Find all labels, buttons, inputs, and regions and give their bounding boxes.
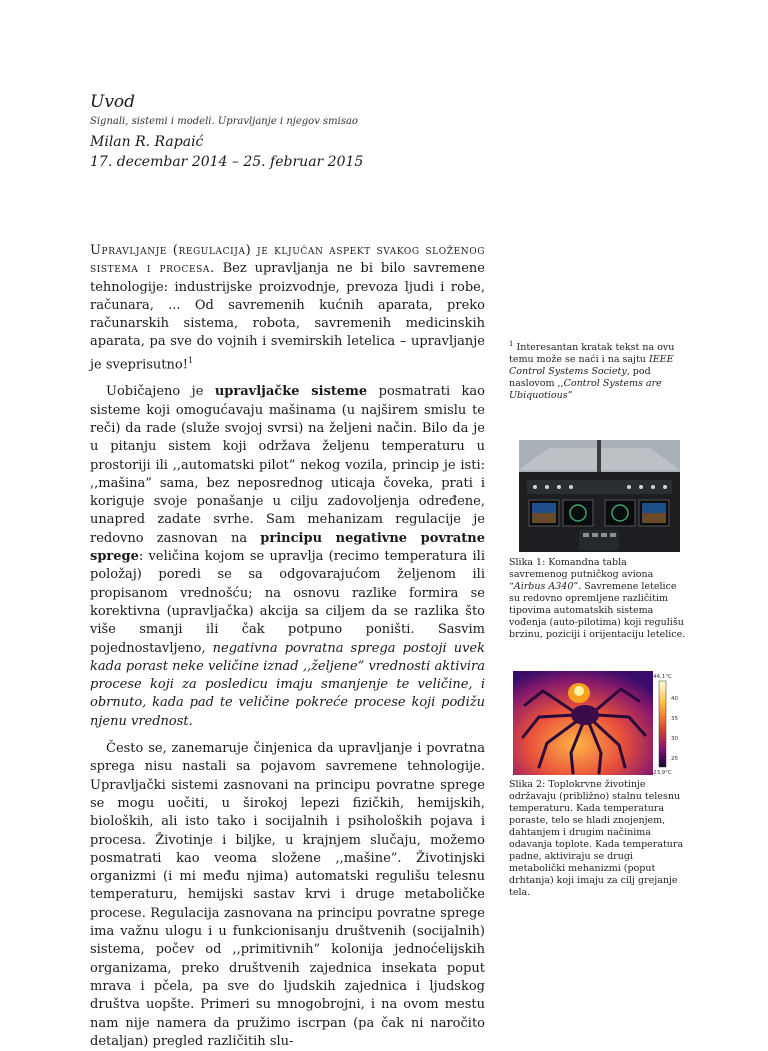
scale-tick-label: 25 xyxy=(671,756,678,762)
chapter-subtitle: Signali, sistemi i modeli. Upravljanje i njegov smisao xyxy=(90,116,358,127)
text-run: Uobičajeno je xyxy=(106,384,215,400)
intro-text: Bez upravljanja ne bi bilo savremene tehnologije: industrijske proizvodnje, prevoza ljudi i robe, računara, ... Od savremenih kućnih aparata, preko računarskih sistema, robota, savremenih medicinskih aparata, pa sve do vojnih i svemirskih letelica – upravljanje je sveprisutno! xyxy=(90,261,485,373)
text-run: ”. Savremene letelice su redovno opremljene različitim tipovima automatskih sistema vođenja (auto-pilotima) koji regulišu brzinu, poziciji i orijentaciju letelice. xyxy=(509,581,686,640)
scale-tick-label: 30 xyxy=(671,736,678,742)
italic-run: IEEE Control Systems Society xyxy=(509,354,674,378)
footnote-number: 1 xyxy=(509,340,514,348)
document-header xyxy=(90,92,510,174)
scale-min-label: 23,9°C xyxy=(653,770,672,775)
bold-term: principu negativne povratne sprege xyxy=(90,530,485,565)
bold-term: upravljačke sisteme xyxy=(214,384,368,400)
control-systems-paragraph xyxy=(90,383,485,731)
scale-tick-label: 35 xyxy=(671,716,678,722)
aircraft-name: Airbus A340 xyxy=(513,581,574,592)
thermal-image-spider xyxy=(513,671,693,775)
figure-2-caption: Slika 2: Toplokrvne životinje održavaju (približno) stalnu telesnu temperaturu. Kada temperatura poraste, telo se hladi znojenjem, dahtanjem i drugim načinima odavanja toplote. Kada temperatura padne, aktiviraju se drugi metabolički mehanizmi (poput drhtanja) koji imaju za cilj grejanje tela. xyxy=(509,779,684,898)
scale-tick-label: 40 xyxy=(671,696,678,702)
italic-run: Control Systems are Ubiquotious xyxy=(509,378,662,402)
text-run: Interesantan kratak tekst na ovu temu može se naći i na sajtu xyxy=(509,342,675,366)
cockpit-photo xyxy=(519,440,680,552)
text-run: posmatrati kao sisteme koji omogućavaju mašinama (u najširem smislu te reči) da rade (služe svojoj svrsi) na željeni način. Bilo da je u pitanju sistem koji održava željenu temperaturu u prostoriji ili ,,automatski pilot” nekog vozila, princip je isti: ,,mašina” sama, bez neposrednog uticaja čoveka, prati i koriguje svoje ponašanje u cilju zadovoljenja određene, unapred zadate svrhe. Sam mehanizam regulacije je redovno zasnovan na xyxy=(90,384,485,546)
italic-definition: negativna povratna sprega postoji uvek kada porast neke veličine iznad ,,željene” vrednosti aktivira procese koji za posledicu imaju smanjenje te veličine, i obrnuto, kada pad te veličine pokreće procese koji podižu njenu vrednost. xyxy=(90,640,485,729)
text-run: Slika 1: Komandna tabla savremenog putničkog aviona “ xyxy=(509,557,654,592)
chapter-title: Uvod xyxy=(90,92,136,112)
thermal-illustration xyxy=(513,671,693,775)
main-text-column xyxy=(90,242,485,1051)
scale-max-label: 44,1°C xyxy=(653,674,672,680)
text-run: : veličina kojom se upravlja (recimo temperatura ili položaj) poredi se sa odgovarajućom željenom ili propisanom vrednošću; na osnovu razlike formira se korektivna (upravljačka) akcija sa ciljem da se razlika što više smanji ili čak potpuno poništi. Sasvim pojednostavljeno, xyxy=(90,549,485,656)
cockpit-illustration xyxy=(519,440,680,552)
intro-paragraph xyxy=(90,242,485,374)
nature-paragraph: Često se, zanemaruje činjenica da upravljanje i povratna sprega nisu nastali sa pojavom savremene tehnologije. Upravljački sistemi zasnovani na principu povratne sprege se mogu uočiti, u širokoj lepezi fizičkih, hemijskih, bioloških, ali isto tako i socijalnih i psiholoških pojava i procesa. Životinje i biljke, u krajnjem slučaju, možemo posmatrati kao veoma složene ,,mašine”. Životinjski organizmi (i mi među njima) automatski regulišu telesnu temperaturu, hemijski sastav krvi i druge metaboličke procese. Regulacija zasnovana na principu povratne sprege ima važnu ulogu i u funkcionisanju društvenih (socijalnih) sistema, počev od ,,primitivnih” kolonija jednoćelijskih organizama, preko društvenih zajednica insekata poput mrava i pčela, pa sve do ljudskih zajednica i ljudskog društva uopšte. Primeri su mnogobrojni, i na ovom mestu nam nije namera da pružimo iscrpan (pa čak ni naročito detaljan) pregled različitih slu- xyxy=(90,741,485,1049)
text-run: ” xyxy=(567,390,573,402)
author-name: Milan R. Rapaić xyxy=(90,134,204,150)
date-range: 17. decembar 2014 – 25. februar 2015 xyxy=(90,154,364,170)
figure-1-caption xyxy=(509,557,687,641)
footnote-marker: 1 xyxy=(187,355,194,365)
footnote xyxy=(509,338,687,402)
lead-in-smallcaps: Upravljanje (regulacija) je ključan aspekt svakog složenog sistema i procesa. xyxy=(90,243,485,277)
text-run: , pod naslovom ,, xyxy=(509,366,651,390)
